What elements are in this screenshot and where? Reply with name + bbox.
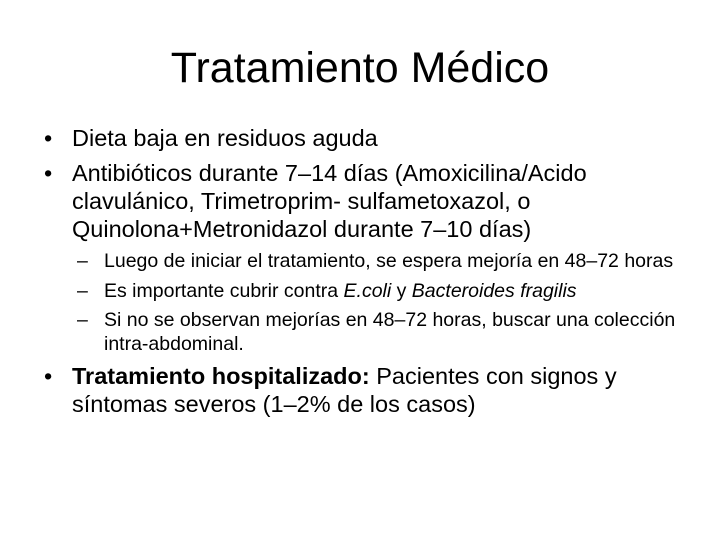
dash-icon: – bbox=[77, 279, 88, 302]
organism-name-bacteroides: Bacteroides fragilis bbox=[411, 279, 577, 302]
slide-title: Tratamiento Médico bbox=[170, 44, 550, 92]
bullet-text: Dieta baja en residuos aguda bbox=[72, 125, 378, 151]
sub-bullet-text-mid: y bbox=[391, 279, 412, 302]
bullet-text-bold: Tratamiento hospitalizado: bbox=[72, 363, 370, 389]
bullet-item bbox=[40, 124, 680, 152]
bullet-item bbox=[40, 159, 680, 243]
organism-name-ecoli: E.coli bbox=[343, 279, 392, 302]
bullet-icon: • bbox=[44, 125, 53, 151]
sub-bullet-item bbox=[40, 250, 680, 274]
bullet-item bbox=[40, 362, 680, 418]
dash-icon: – bbox=[77, 309, 88, 331]
bullet-icon: • bbox=[44, 363, 53, 389]
sub-bullet-text-pre: Es importante cubrir contra bbox=[104, 279, 344, 302]
bullet-text: Antibióticos durante 7–14 días (Amoxicilina/Acido clavulánico, Trimetroprim- sulfametoxazol, o Quinolona+Metronidazol durante 7–10 días) bbox=[72, 160, 587, 242]
sub-bullet-item bbox=[40, 280, 680, 304]
slide-body bbox=[40, 124, 680, 425]
bullet-text-rest: Pacientes con signos y síntomas severos (1–2% de los casos) bbox=[72, 363, 617, 417]
sub-bullet-text: Si no se observan mejorías en 48–72 horas, buscar una colección intra-abdominal. bbox=[104, 309, 676, 355]
sub-bullet-item bbox=[40, 309, 680, 356]
bullet-icon: • bbox=[44, 160, 53, 186]
dash-icon: – bbox=[77, 250, 88, 272]
sub-bullet-text: Luego de iniciar el tratamiento, se espera mejoría en 48–72 horas bbox=[104, 250, 674, 272]
